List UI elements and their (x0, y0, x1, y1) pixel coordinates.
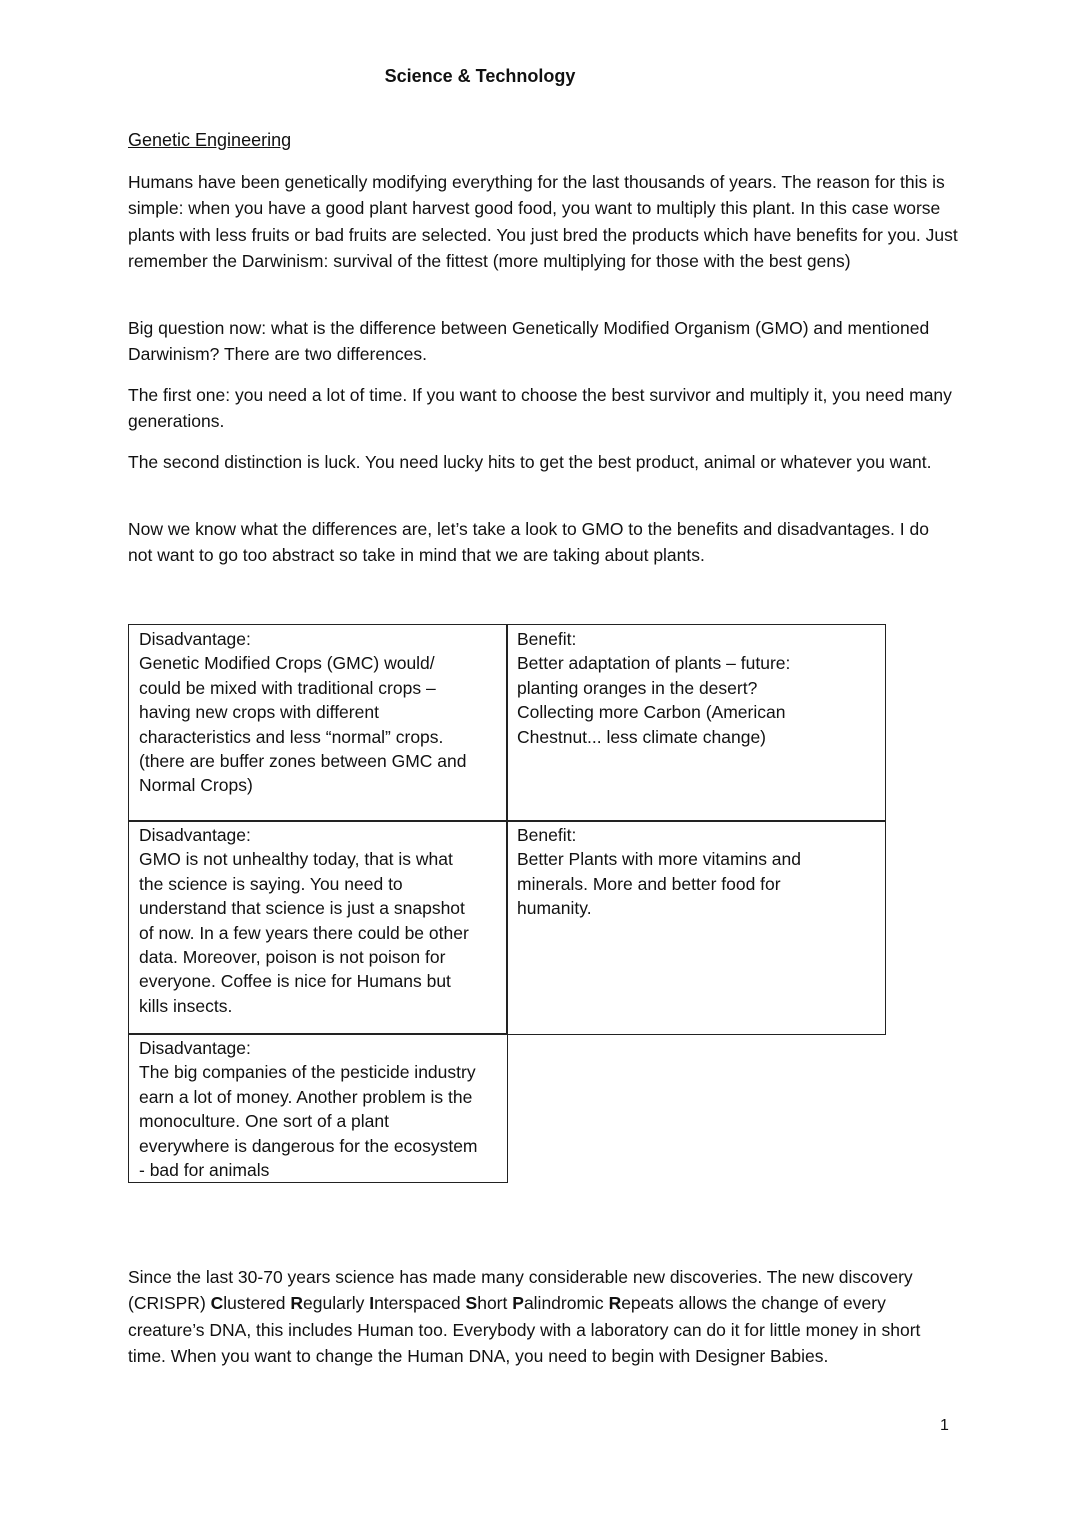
disadvantage-label: Disadvantage: (139, 825, 251, 845)
paragraph-crispr (128, 1264, 958, 1369)
disadvantage-text: GMO is not unhealthy today, that is what the science is saying. You need to understand that science is just a snapshot of now. In a few years there could be other data. Moreover, poison is not poison for everyone. Coffee is nice for Humans but kills insects. (139, 849, 469, 1016)
section-heading: Genetic Engineering (128, 130, 292, 150)
acronym-word-rest: alindromic (523, 1293, 609, 1314)
acronym-initial: R (608, 1293, 622, 1314)
paragraph-second-difference: The second distinction is luck. You need lucky hits to get the best product, animal or whatever you want. (128, 452, 932, 472)
disadvantage-cell (128, 1033, 508, 1183)
benefit-cell (506, 624, 886, 822)
acronym-initial: C (210, 1293, 224, 1314)
acronym-word-rest: lustered (223, 1293, 291, 1314)
acronym-word-rest: epeats (621, 1293, 674, 1314)
acronym-initial: I (369, 1293, 375, 1314)
benefit-cell (506, 820, 886, 1035)
disadvantage-cell (128, 820, 508, 1035)
paragraph-question: Big question now: what is the difference between Genetically Modified Organism (GMO) and mentioned Darwinism? There are two differences. (128, 318, 930, 365)
disadvantage-cell (128, 624, 508, 822)
crispr-outro: allows the change of every creature’s DNA, this includes Human too. Everybody with a laboratory can do it for little money in short time. When you want to change the Human DNA, you need to begin with Designer Babies. (128, 1293, 921, 1366)
disadvantage-label: Disadvantage: (139, 629, 251, 649)
acronym-word-rest: nterspaced (374, 1293, 466, 1314)
paragraph-intro: Humans have been genetically modifying everything for the last thousands of years. The reason for this is simple: when you have a good plant harvest good food, you want to multiply this plant. In this case worse plants with less fruits or bad fruits are selected. You just bred the products which have benefits for you. Just remember the Darwinism: survival of the fittest (more multiplying for those with the best gens) (128, 172, 958, 271)
acronym-initial: S (465, 1293, 478, 1314)
page-title: Science & Technology (384, 66, 576, 86)
benefit-text: Better Plants with more vitamins and minerals. More and better food for humanity. (517, 849, 802, 919)
disadvantage-text: Genetic Modified Crops (GMC) would/ could be mixed with traditional crops – having new crops with different characteristics and less “normal” crops. (there are buffer zones between GMC and Normal Crops) (139, 653, 467, 796)
acronym-word-rest: hort (477, 1293, 513, 1314)
paragraph-first-difference: The first one: you need a lot of time. If you want to choose the best survivor and multiply it, you need many generations. (128, 385, 952, 432)
paragraph-transition: Now we know what the differences are, let’s take a look to GMO to the benefits and disadvantages. I do not want to go too abstract so take in mind that we are taking about plants. (128, 519, 929, 566)
crispr-intro: Since the last 30-70 years science has made many considerable new discoveries. The new discovery (CRISPR) (128, 1267, 913, 1314)
page-number: 1 (940, 1417, 949, 1434)
disadvantage-label: Disadvantage: (139, 1038, 251, 1058)
acronym-word-rest: egularly (303, 1293, 370, 1314)
benefit-label: Benefit: (517, 825, 577, 845)
benefit-text: Better adaptation of plants – future: planting oranges in the desert? Collecting more Carbon (American Chestnut... less climate change) (517, 653, 791, 747)
benefit-label: Benefit: (517, 629, 577, 649)
acronym-initial: P (512, 1293, 524, 1314)
acronym-initial: R (290, 1293, 304, 1314)
disadvantage-text: The big companies of the pesticide industry earn a lot of money. Another problem is the monoculture. One sort of a plant everywhere is dangerous for the ecosystem - bad for animals (139, 1062, 478, 1181)
